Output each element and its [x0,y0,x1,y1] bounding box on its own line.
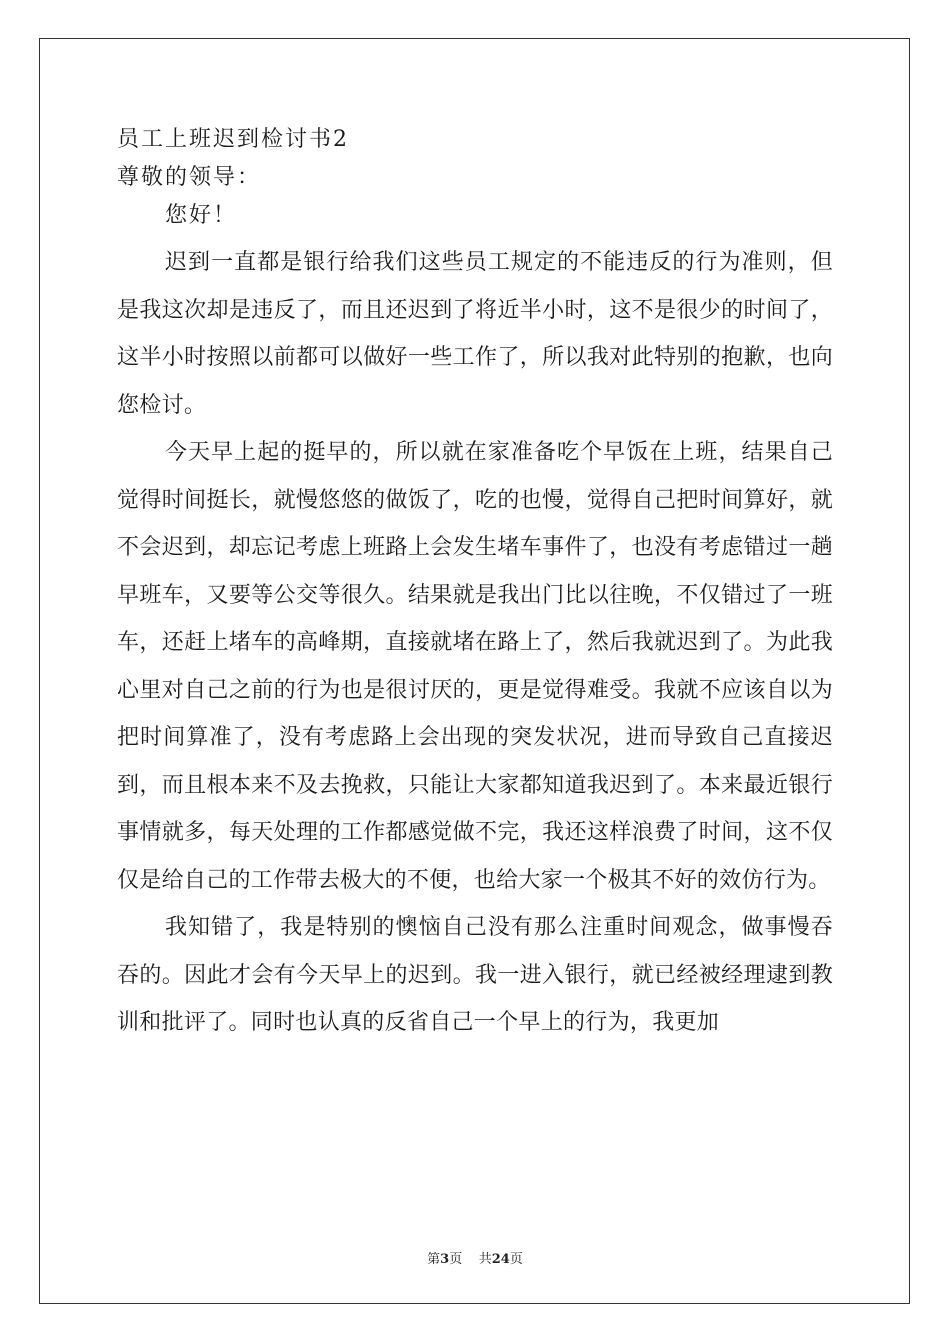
greeting: 您好！ [165,203,238,228]
total-pages: 24 [491,1252,510,1267]
total-prefix: 共 [478,1252,492,1267]
paragraph-1: 迟到一直都是银行给我们这些员工规定的不能违反的行为准则，但是我这次却是违反了，而且还迟到了将近半小时，这不是很少的时间了，这半小时按照以前都可以做好一些工作了，所以我对此特别的抱歉，也向您检讨。 [117,250,833,418]
paragraph-2: 今天早上起的挺早的，所以就在家准备吃个早饭在上班，结果自己觉得时间挺长，就慢悠悠的做饭了，吃的也慢，觉得自己把时间算好，就不会迟到，却忘记考虑上班路上会发生堵车事件了，也没有考虑错过一趟早班车，又要等公交等很久。结果就是我出门比以往晚，不仅错过了一班车，还赶上堵车的高峰期，直接就堵在路上了，然后我就迟到了。为此我心里对自己之前的行为也是很讨厌的，更是觉得难受。我就不应该自以为把时间算准了，没有考虑路上会出现的突发状况，进而导致自己直接迟到，而且根本来不及去挽救，只能让大家都知道我迟到了。本来最近银行事情就多，每天处理的工作都感觉做不完，我还这样浪费了时间，这不仅仅是给自己的工作带去极大的不便，也给大家一个极其不好的效仿行为。 [117,440,833,893]
salutation: 尊敬的领导： [117,165,262,190]
page-suffix: 页 [449,1252,463,1267]
page-number: 3 [440,1252,450,1267]
document-title: 员工上班迟到检讨书2 [117,127,349,152]
page-prefix: 第 [427,1252,441,1267]
document-body [117,127,833,1047]
page-footer [0,1248,950,1267]
total-suffix: 页 [509,1252,523,1267]
paragraph-3: 我知错了，我是特别的懊恼自己没有那么注重时间观念，做事慢吞吞的。因此才会有今天早上的迟到。我一进入银行，就已经被经理逮到教训和批评了。同时也认真的反省自己一个早上的行为，我更加 [117,915,833,1035]
